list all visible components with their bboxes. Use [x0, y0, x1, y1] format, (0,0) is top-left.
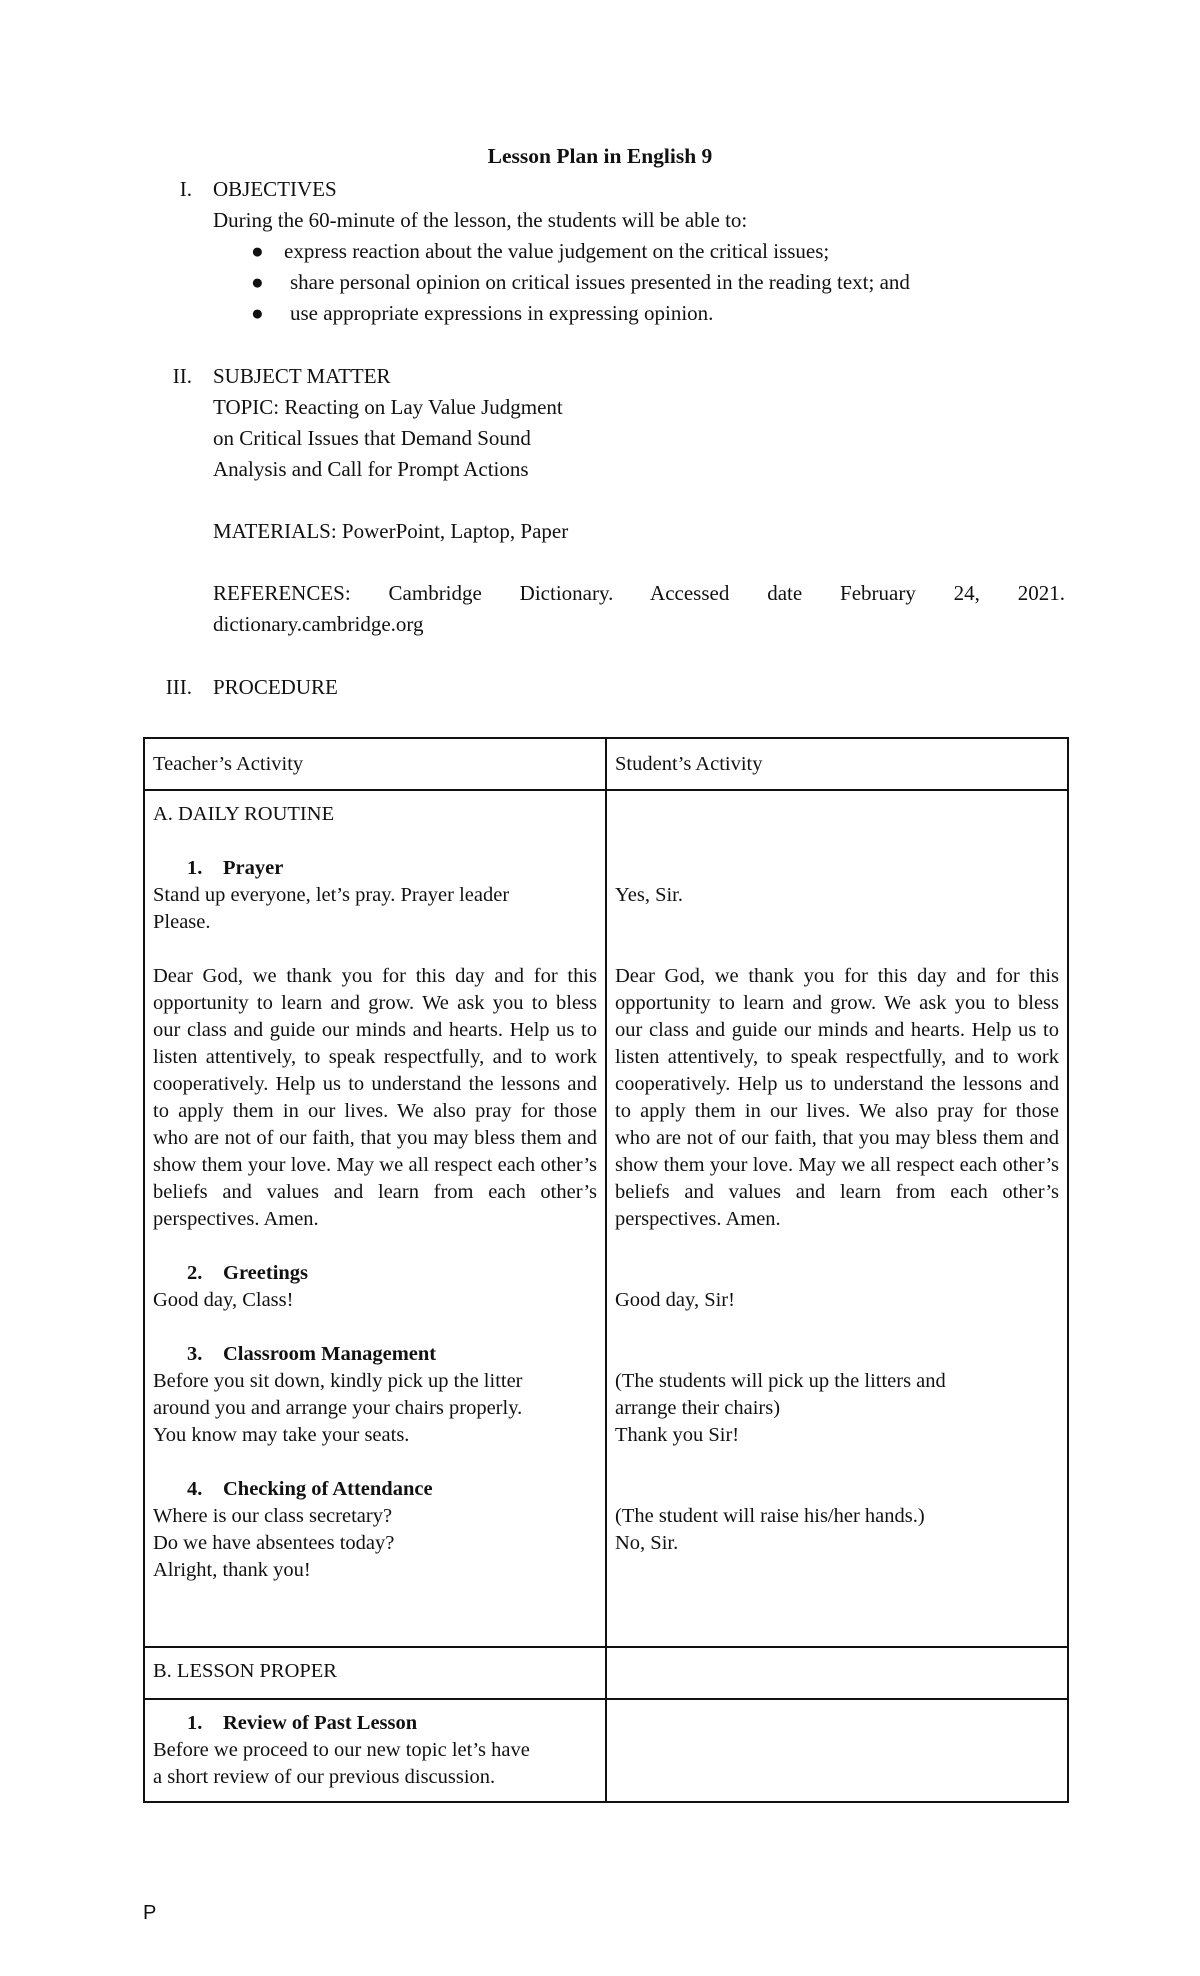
item-title: Review of Past Lesson [223, 1712, 418, 1734]
attendance-line: Do we have absentees today? [153, 1532, 395, 1554]
student-prayer-reply: Yes, Sir. [615, 884, 683, 906]
prayer-instruction: Stand up everyone, let’s pray. Prayer leader [153, 884, 510, 906]
objective-item: share personal opinion on critical issues presented in the reading text; and [290, 270, 910, 294]
item-number: 1. [187, 1712, 203, 1734]
classroom-instruction: You know may take your seats. [153, 1424, 410, 1446]
student-classroom-response: arrange their chairs) [615, 1397, 781, 1419]
review-line: a short review of our previous discussion. [153, 1766, 496, 1788]
objectives-heading: OBJECTIVES [213, 177, 337, 201]
materials-line: MATERIALS: PowerPoint, Laptop, Paper [213, 519, 569, 543]
section-number-objectives: I. [179, 177, 192, 201]
bullet-icon: ● [251, 301, 264, 325]
teacher-greeting: Good day, Class! [153, 1289, 294, 1311]
prayer-heading [153, 855, 597, 882]
classroom-instruction: around you and arrange your chairs properly. [153, 1397, 523, 1419]
student-attendance-response: No, Sir. [615, 1532, 679, 1554]
student-prayer-text: Dear God, we thank you for this day and for this opportunity to learn and grow. We ask you to bless our class and guide our minds and hearts. Help us to listen attentively, to speak respectfully, and to work cooperatively. Help us to understand the lessons and to apply them in our lives. We also pray for those who are not of our faith, that you may bless them and show them your love. May we all respect each other’s beliefs and values and learn from each other’s perspectives. Amen. [615, 965, 1059, 1230]
student-attendance-response: (The student will raise his/her hands.) [615, 1505, 925, 1527]
item-number: 2. [187, 1262, 203, 1284]
attendance-line: Alright, thank you! [153, 1559, 311, 1581]
student-classroom-response: Thank you Sir! [615, 1424, 740, 1446]
attendance-line: Where is our class secretary? [153, 1505, 393, 1527]
review-row [144, 1699, 1068, 1802]
review-heading [153, 1710, 597, 1737]
empty-cell [606, 1647, 1068, 1699]
subject-matter-heading: SUBJECT MATTER [213, 364, 391, 388]
greetings-heading [153, 1260, 597, 1287]
objective-item: use appropriate expressions in expressing opinion. [290, 301, 714, 325]
student-classroom-response: (The students will pick up the litters and [615, 1370, 946, 1392]
student-daily-routine-cell [606, 790, 1068, 1647]
item-number: 1. [187, 857, 203, 879]
references-url: dictionary.cambridge.org [213, 612, 424, 636]
topic-line: TOPIC: Reacting on Lay Value Judgment [213, 395, 563, 419]
item-title: Greetings [223, 1262, 309, 1284]
procedure-heading: PROCEDURE [213, 675, 338, 699]
page-title: Lesson Plan in English 9 [487, 144, 713, 168]
student-review-cell [606, 1699, 1068, 1802]
teacher-activity-header: Teacher’s Activity [144, 738, 606, 790]
objectives-intro: During the 60-minute of the lesson, the students will be able to: [213, 208, 748, 232]
review-line: Before we proceed to our new topic let’s have [153, 1739, 530, 1761]
bullet-icon: ● [251, 239, 264, 263]
section-number-subject-matter: II. [172, 364, 192, 388]
lesson-proper-row [144, 1647, 1068, 1699]
student-greeting: Good day, Sir! [615, 1289, 735, 1311]
attendance-heading [153, 1476, 597, 1503]
classroom-instruction: Before you sit down, kindly pick up the litter [153, 1370, 523, 1392]
section-number-procedure: III. [165, 675, 192, 699]
bullet-icon: ● [251, 270, 264, 294]
teacher-prayer-text: Dear God, we thank you for this day and for this opportunity to learn and grow. We ask you to bless our class and guide our minds and hearts. Help us to listen attentively, to speak respectfully, and to work cooperatively. Help us to understand the lessons and to apply them in our lives. We also pray for those who are not of our faith, that you may bless them and show them your love. May we all respect each other’s beliefs and values and learn from each other’s perspectives. Amen. [153, 965, 597, 1230]
footer-letter: P [143, 1902, 157, 1924]
prayer-instruction: Please. [153, 911, 211, 933]
table-header-row [144, 738, 1068, 790]
item-title: Prayer [223, 857, 284, 879]
item-title: Classroom Management [223, 1343, 437, 1365]
student-activity-header: Student’s Activity [606, 738, 1068, 790]
procedure-table [143, 737, 1069, 1803]
topic-line: on Critical Issues that Demand Sound [213, 426, 531, 450]
section-a-heading: A. DAILY ROUTINE [153, 803, 335, 825]
topic-line: Analysis and Call for Prompt Actions [213, 457, 529, 481]
item-number: 4. [187, 1478, 203, 1500]
objective-item: express reaction about the value judgement on the critical issues; [284, 239, 830, 263]
daily-routine-row [144, 790, 1068, 1647]
teacher-daily-routine-cell [144, 790, 606, 1647]
section-b-heading: B. LESSON PROPER [144, 1647, 606, 1699]
item-number: 3. [187, 1343, 203, 1365]
item-title: Checking of Attendance [223, 1478, 433, 1500]
classroom-management-heading [153, 1341, 597, 1368]
teacher-review-cell [144, 1699, 606, 1802]
references-line: REFERENCES: Cambridge Dictionary. Accessed date February 24, 2021. [213, 581, 1065, 605]
